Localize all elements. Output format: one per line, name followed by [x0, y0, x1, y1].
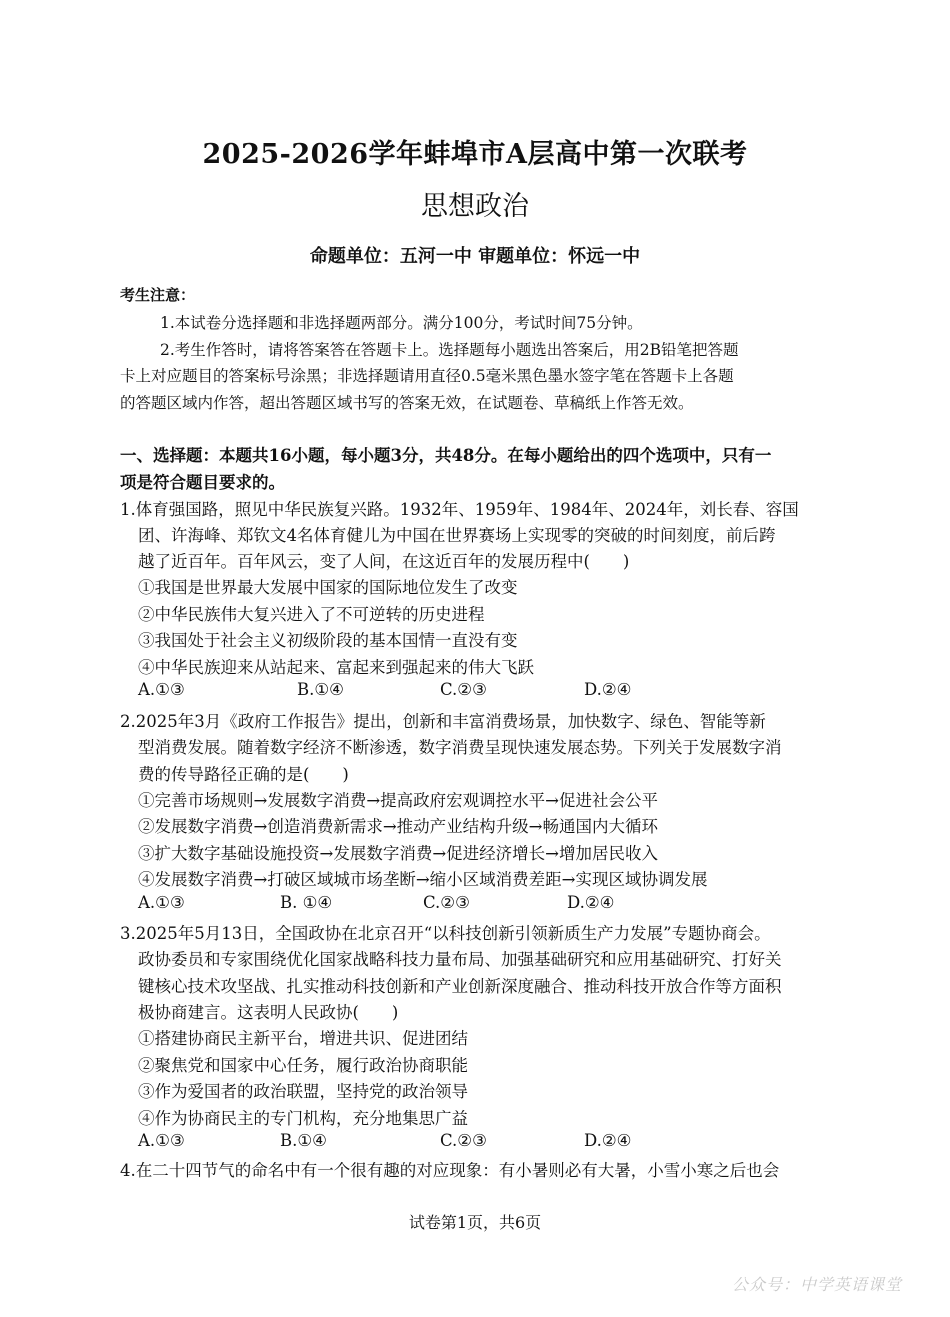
answer-option: B.①④ [297, 680, 344, 699]
section-heading: 项是符合题目要求的。 [120, 473, 285, 492]
statement-item: ①搭建协商民主新平台，增进共识、促进团结 [138, 1029, 468, 1048]
answer-option: A.①③ [138, 893, 185, 912]
answer-option: B.①④ [280, 1131, 327, 1150]
question-text: 键核心技术攻坚战、扎实推动科技创新和产业创新深度融合、推动科技开放合作等方面积 [138, 977, 782, 996]
statement-item: ③作为爱国者的政治联盟，坚持党的政治领导 [138, 1082, 468, 1101]
notice-line: 1.本试卷分选择题和非选择题两部分。满分100分，考试时间75分钟。 [160, 314, 643, 332]
question-text: 1.体育强国路，照见中华民族复兴路。1932年、1959年、1984年、2024年，刘长春、容国 [120, 500, 799, 519]
question-text: 2.2025年3月《政府工作报告》提出，创新和丰富消费场景，加快数字、绿色、智能等新 [120, 712, 766, 731]
subject-title: 思想政治 [421, 191, 529, 222]
statement-item: ②聚焦党和国家中心任务，履行政治协商职能 [138, 1056, 468, 1075]
statement-item: ②发展数字消费→创造消费新需求→推动产业结构升级→畅通国内大循环 [138, 817, 658, 836]
statement-item: ④作为协商民主的专门机构，充分地集思广益 [138, 1109, 468, 1128]
question-text: 团、许海峰、郑钦文4名体育健儿为中国在世界赛场上实现零的突破的时间刻度，前后跨 [138, 526, 776, 545]
statement-item: ④中华民族迎来从站起来、富起来到强起来的伟大飞跃 [138, 658, 534, 677]
question-text: 越了近百年。百年风云，变了人间，在这近百年的发展历程中( ) [138, 552, 630, 571]
statement-item: ②中华民族伟大复兴进入了不可逆转的历史进程 [138, 605, 485, 624]
notice-heading: 考生注意： [120, 286, 196, 304]
answer-option: C.②③ [440, 1131, 487, 1150]
answer-option: D.②④ [584, 680, 632, 699]
question-text: 政协委员和专家围绕优化国家战略科技力量布局、加强基础研究和应用基础研究、打好关 [138, 950, 782, 969]
statement-item: ③我国处于社会主义初级阶段的基本国情一直没有变 [138, 631, 518, 650]
answer-option: D.②④ [567, 893, 615, 912]
question-text: 3.2025年5月13日，全国政协在北京召开“以科技创新引领新质生产力发展”专题协商会。 [120, 924, 771, 943]
page-footer: 试卷第1页，共6页 [408, 1213, 542, 1232]
statement-item: ③扩大数字基础设施投资→发展数字消费→促进经济增长→增加居民收入 [138, 844, 658, 863]
statement-item: ①我国是世界最大发展中国家的国际地位发生了改变 [138, 578, 518, 597]
exam-title: 2025-2026学年蚌埠市A层高中第一次联考 [202, 139, 748, 170]
statement-item: ④发展数字消费→打破区域城市场垄断→缩小区域消费差距→实现区域协调发展 [138, 870, 708, 889]
question-text: 4.在二十四节气的命名中有一个很有趣的对应现象：有小暑则必有大暑，小雪小寒之后也会 [120, 1161, 780, 1180]
notice-line: 的答题区域内作答，超出答题区域书写的答案无效，在试题卷、草稿纸上作答无效。 [120, 394, 694, 412]
answer-option: D.②④ [584, 1131, 632, 1150]
notice-line: 卡上对应题目的答案标号涂黑；非选择题请用直径0.5毫米黑色墨水签字笔在答题卡上各题 [120, 367, 734, 385]
answer-option: A.①③ [138, 1131, 185, 1150]
section-heading: 一、选择题：本题共16小题，每小题3分，共48分。在每小题给出的四个选项中，只有一 [120, 446, 772, 465]
answer-option: C.②③ [440, 680, 487, 699]
answer-option: B. ①④ [280, 893, 333, 912]
question-text: 费的传导路径正确的是( ) [138, 765, 349, 784]
notice-line: 2.考生作答时，请将答案答在答题卡上。选择题每小题选出答案后，用2B铅笔把答题 [160, 341, 739, 359]
answer-option: C.②③ [423, 893, 470, 912]
watermark: 公众号：中学英语课堂 [731, 1275, 902, 1294]
question-text: 极协商建言。这表明人民政协( ) [138, 1003, 399, 1022]
statement-item: ①完善市场规则→发展数字消费→提高政府宏观调控水平→促进社会公平 [138, 791, 658, 810]
setter-units: 命题单位：五河一中 审题单位：怀远一中 [309, 246, 641, 267]
question-text: 型消费发展。随着数字经济不断渗透，数字消费呈现快速发展态势。下列关于发展数字消 [138, 738, 782, 757]
answer-option: A.①③ [138, 680, 185, 699]
